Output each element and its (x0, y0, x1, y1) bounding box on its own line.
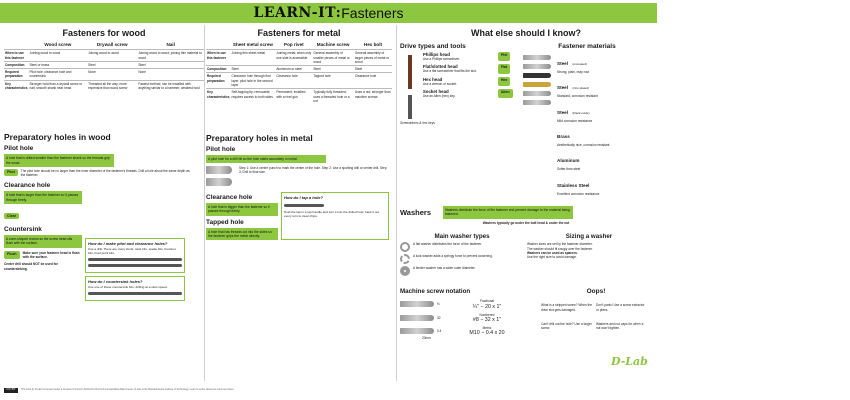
material-name: Steel (557, 61, 568, 66)
materials-title: Fastener materials (558, 43, 616, 50)
material-item (557, 174, 649, 196)
drive-tag: Phil (498, 52, 511, 61)
drive-tag: Hex (498, 77, 511, 86)
table-cell: Steel (354, 66, 392, 73)
metal-heading: Fasteners for metal (257, 28, 341, 38)
countersink-bit-image (88, 292, 182, 295)
table-cell: Steel (312, 66, 353, 73)
oops-text: Washers and nut caps for when a nut won't tighten. (596, 321, 644, 331)
drive-text: Use a flat screwdriver that fits the slot. (422, 69, 477, 74)
divider (204, 25, 205, 381)
material-name: Steel (557, 85, 568, 91)
footer (4, 388, 654, 393)
drive-item (423, 52, 520, 61)
material-sub: (black oxide) (572, 110, 590, 115)
material-text: Aesthetically nice, corrosion resistant (557, 142, 610, 147)
drive-types-title: Drive types and tools (400, 43, 466, 50)
drill-question: How do I make pilot and clearance holes? (88, 241, 168, 247)
table-col-header: Machine screw (316, 42, 350, 47)
washer-type (400, 266, 524, 276)
metal-pilot-steps: Step 1: Use a center punch to mark the center of the hole. Step 2: Use a spotting drill or center drill. Step 3: Drill to final size. (239, 166, 387, 175)
prep-metal-heading: Preparatory holes in metal (206, 132, 313, 143)
tools-label: Screwdrivers & hex keys (400, 121, 435, 125)
notation-num: 32 (437, 315, 441, 320)
center-drill-image (206, 178, 232, 186)
washers-definition: Washers distribute the force of the fastener and prevent damage to the material being fastened. (443, 206, 573, 219)
material-name: Aluminum (557, 158, 580, 164)
table-cell: Steel (87, 61, 137, 68)
drive-tag: Flat (498, 64, 510, 73)
know-heading: What else should I know? (470, 28, 581, 38)
table-cell: Permanent; installed with a rivet gun (275, 89, 312, 119)
table-cell: Pilot hole; clearance hole and countersink (29, 69, 88, 81)
row-label: Composition (206, 66, 231, 73)
drive-name: Phillips head (422, 52, 450, 57)
table-cell: Aluminum or steel (275, 66, 312, 73)
table-cell: Uses a nut; stronger than machine screws (354, 89, 392, 119)
sizing-text: Use the right size to avoid damage. (527, 255, 577, 260)
metal-clearance-definition: A hole that is bigger than the fastener so it passes through freely. (206, 203, 278, 216)
table-col-header: Sheet metal screw (232, 42, 273, 47)
sizing-text: The washer should fit snugly over the fastener. (527, 246, 593, 251)
table-cell: Stronger hold than a drywall screw or nail; smooth shank near head (29, 80, 88, 122)
dlab-logo: D-Lab (611, 355, 648, 368)
drive-item (423, 64, 520, 73)
table-cell: Steel (137, 61, 204, 68)
notation-value: ¼" − 20 x 1" (472, 303, 502, 310)
metal-clearance-title: Clearance hole (206, 194, 253, 202)
table-row (206, 89, 392, 119)
screw-diagram (400, 301, 434, 307)
table-cell: Clearance hole (354, 73, 392, 89)
table-cell: Fastest method; can be installed with anything similar to a hammer; weakest hold (137, 80, 204, 122)
table-cell: Self-tapping tip; removable; requires access to both sides (231, 89, 276, 119)
screw-diagram (400, 315, 434, 321)
pilot-hole-text: The pilot hole should be no larger than the inner diameter of the fastener's threads. Drill a hole about the same depth as the fastener. (20, 168, 190, 178)
table-cell: None (137, 69, 204, 81)
table-row (206, 50, 392, 66)
fender-washer-image (400, 266, 410, 276)
material-text: Standard, corrosion resistant (557, 94, 598, 99)
table-cell: Joining metal; when only one side is accessible (275, 50, 312, 66)
countersink-answer: Use one of these countersink bits, drilling at a slow speed. (88, 284, 168, 289)
oops-text: Can't drill out the hole? Use a larger screw. (541, 321, 592, 331)
screw-diagram (400, 328, 434, 334)
table-cell: Clearance hole (275, 73, 312, 89)
lock-washer-image (400, 254, 410, 264)
oops-title: Oops! (586, 288, 606, 296)
tap-image (284, 204, 324, 207)
table-col-header: Drywall screw (96, 42, 128, 47)
table-cell: Joining wood to wood (29, 50, 88, 62)
material-text: Mild corrosion resistance (557, 118, 593, 123)
drill-bit-image (88, 264, 182, 267)
row-label: When to use this fastener (206, 50, 231, 66)
column-know (400, 25, 652, 340)
table-row (4, 80, 204, 122)
sizing-text: Washer sizes are set by the fastener diameter. (527, 242, 593, 247)
drill-question-box (85, 238, 185, 273)
material-name: Steel (557, 109, 568, 115)
wood-heading: Fasteners for wood (62, 28, 146, 38)
table-cell: General assembly of smaller pieces of metal or wood (312, 50, 353, 66)
table-cell: Steel or brass (29, 61, 88, 68)
washer-type-text: A lock washer adds a springy force to prevent loosening. (413, 254, 493, 259)
divider (396, 25, 397, 381)
table-cell: Threaded all the way; more expensive than wood screw (87, 80, 137, 122)
material-text: Strong, plain, may rust (557, 70, 589, 74)
notation-value: #8 − 32 x 1" (472, 316, 502, 323)
drive-name: Hex head (422, 76, 443, 82)
tapped-hole-definition: A hole that has threads cut into the sides so the fastener grips the metal directly. (206, 228, 278, 241)
metal-pilot-definition: A pilot hole for a drill bit so the hole starts accurately in metal. (206, 155, 326, 163)
drive-text: Use an Allen (hex) key. (422, 93, 456, 98)
column-metal (206, 25, 392, 240)
row-label: Composition (4, 61, 29, 68)
tap-question: How do I tap a hole? (284, 195, 323, 201)
countersink-question-box (85, 276, 185, 301)
notation-kind: Numbered (479, 312, 495, 317)
cc-license-badge[interactable]: CC BY (4, 388, 18, 393)
flush-note: Make sure your fastener head is flush with the surface. (22, 250, 80, 259)
clearance-hole-title: Clearance hole (4, 182, 51, 190)
table-col-header: Nail (166, 42, 175, 47)
pilot-hole-definition: A hole that is drilled smaller than the fastener shank so the threads grip the wood. (4, 154, 114, 167)
title-bar (0, 3, 657, 23)
column-wood (4, 25, 204, 301)
table-cell: Joining thin sheet metal (231, 50, 276, 66)
tap-answer: Hold the tap in a tap handle and turn it into the drilled hole; back it out every turn to clear chips. (284, 209, 380, 218)
title-strong: LEARN-IT: (253, 5, 342, 21)
washers-title: Washers (400, 207, 431, 217)
drive-item (423, 77, 520, 86)
material-item (557, 76, 649, 98)
pilot-tag: Pilot (4, 169, 18, 176)
material-text: Softer than steel (557, 167, 581, 172)
table-cell: Steel (231, 66, 276, 73)
row-label: Required preparation (4, 69, 29, 81)
table-row (206, 73, 392, 89)
clearance-tag: Clear (4, 213, 19, 219)
notation-kind: Metric (482, 325, 492, 330)
table-cell: Joining wood to wood; joining thin material to wood (137, 50, 204, 62)
table-cell: None (87, 69, 137, 81)
flush-tag: Flush (4, 251, 20, 260)
notation-unit: 20mm (422, 336, 431, 341)
countersink-definition: A cone-shaped recess so the screw head sits flush with the surface. (4, 235, 82, 248)
countersink-title: Countersink (4, 226, 42, 233)
material-item (557, 101, 649, 123)
main-washer-title: Main washer types (434, 233, 490, 241)
drive-tag: Allen (498, 89, 513, 98)
notation-num: ⅛ (437, 302, 440, 307)
tap-question-box (281, 192, 389, 240)
drive-name: Socket head (422, 88, 449, 94)
drive-tools-image (400, 52, 420, 119)
drive-item (423, 89, 520, 98)
sizing-text: Washers can be used as spacers. (527, 250, 578, 255)
row-label: When to use this fastener (4, 50, 29, 62)
center-drill-note: Center drill should NOT be used for countersinking. (4, 262, 58, 271)
metal-table (206, 41, 392, 119)
pilot-hole-title: Pilot hole (4, 145, 34, 153)
washer-type (400, 254, 524, 264)
washer-type (400, 242, 524, 252)
material-text: Excellent corrosion resistance (557, 191, 600, 196)
drive-name: Flat/slotted head (422, 64, 458, 70)
prep-wood-heading: Preparatory holes in wood (4, 132, 111, 143)
row-label: Required preparation (206, 73, 231, 89)
material-sub: (zinc-plated) (572, 86, 589, 91)
notation-item (400, 299, 538, 309)
drive-text: Use a wrench or socket. (422, 81, 458, 86)
washer-type-text: A fender washer has a wider outer diameter. (413, 266, 476, 271)
material-sub: (uncoated) (572, 62, 587, 66)
footer-text: This work by D-Lab is licensed under a Creative Commons Attribution-NonCommercial-ShareAlike license. D-Lab at the Massachusetts Institute of Technology. Learn-It series, fasteners reference sheet. (21, 388, 235, 391)
table-row (4, 69, 204, 81)
table-row (4, 61, 204, 68)
washers-line: Washers typically go under the bolt head & under the nut (482, 220, 570, 225)
material-name: Stainless Steel (557, 182, 590, 188)
table-cell: Typically fully threaded; uses a threaded hole or a nut (312, 89, 353, 119)
row-label: Key characteristics (206, 89, 231, 119)
countersink-question: How do I countersink holes? (88, 279, 143, 285)
table-col-header: Pop rivet (284, 42, 304, 47)
tapped-hole-title: Tapped hole (206, 218, 244, 226)
table-row (206, 66, 392, 73)
title-rest: Fasteners (341, 5, 404, 21)
material-name: Brass (557, 133, 570, 139)
material-item (557, 149, 649, 171)
flat-washer-image (400, 242, 410, 252)
sizing-washer-title: Sizing a washer (565, 233, 613, 241)
material-samples-image (523, 52, 553, 196)
table-col-header: Wood screw (44, 42, 72, 47)
notation-kind: Fractional (480, 299, 494, 304)
drill-bit-image (88, 258, 182, 261)
material-item (557, 52, 649, 74)
notation-value: M10 − 0.4 x 20 (469, 330, 505, 337)
table-row (4, 50, 204, 62)
table-col-header: Hex bolt (363, 42, 382, 47)
clearance-hole-definition: A hole that is larger than the fastener so it passes through freely. (4, 191, 82, 204)
oops-text: Don't panic! Use a screw extractor or pliers. (596, 303, 645, 312)
drive-text: Use a Phillips screwdriver. (422, 57, 461, 61)
oops-text: What is a stripped screw? When the drive slot gets damaged. (541, 303, 593, 312)
material-item (557, 125, 649, 147)
wood-table (4, 41, 204, 122)
table-cell: Clearance hole through first layer, pilot hole in the second layer (231, 73, 276, 89)
washer-type-text: A flat washer distributes the force of the fastener. (413, 242, 482, 247)
metal-pilot-title: Pilot hole (206, 145, 236, 153)
punch-image (206, 166, 232, 174)
table-cell: Tapped hole (312, 73, 353, 89)
table-cell: Joining wood to wood (87, 50, 137, 62)
drill-answer: Use a drill. There are many kinds: twist bits, spade bits, Forstner bits, brad point bits. (88, 246, 176, 255)
notation-item (400, 326, 538, 336)
notation-title: Machine screw notation (400, 288, 471, 296)
notation-num: 0.4 (437, 328, 442, 333)
notation-item (400, 313, 538, 323)
table-cell: General assembly of larger pieces of metal or wood (354, 50, 392, 66)
row-label: Key characteristics (4, 80, 29, 122)
